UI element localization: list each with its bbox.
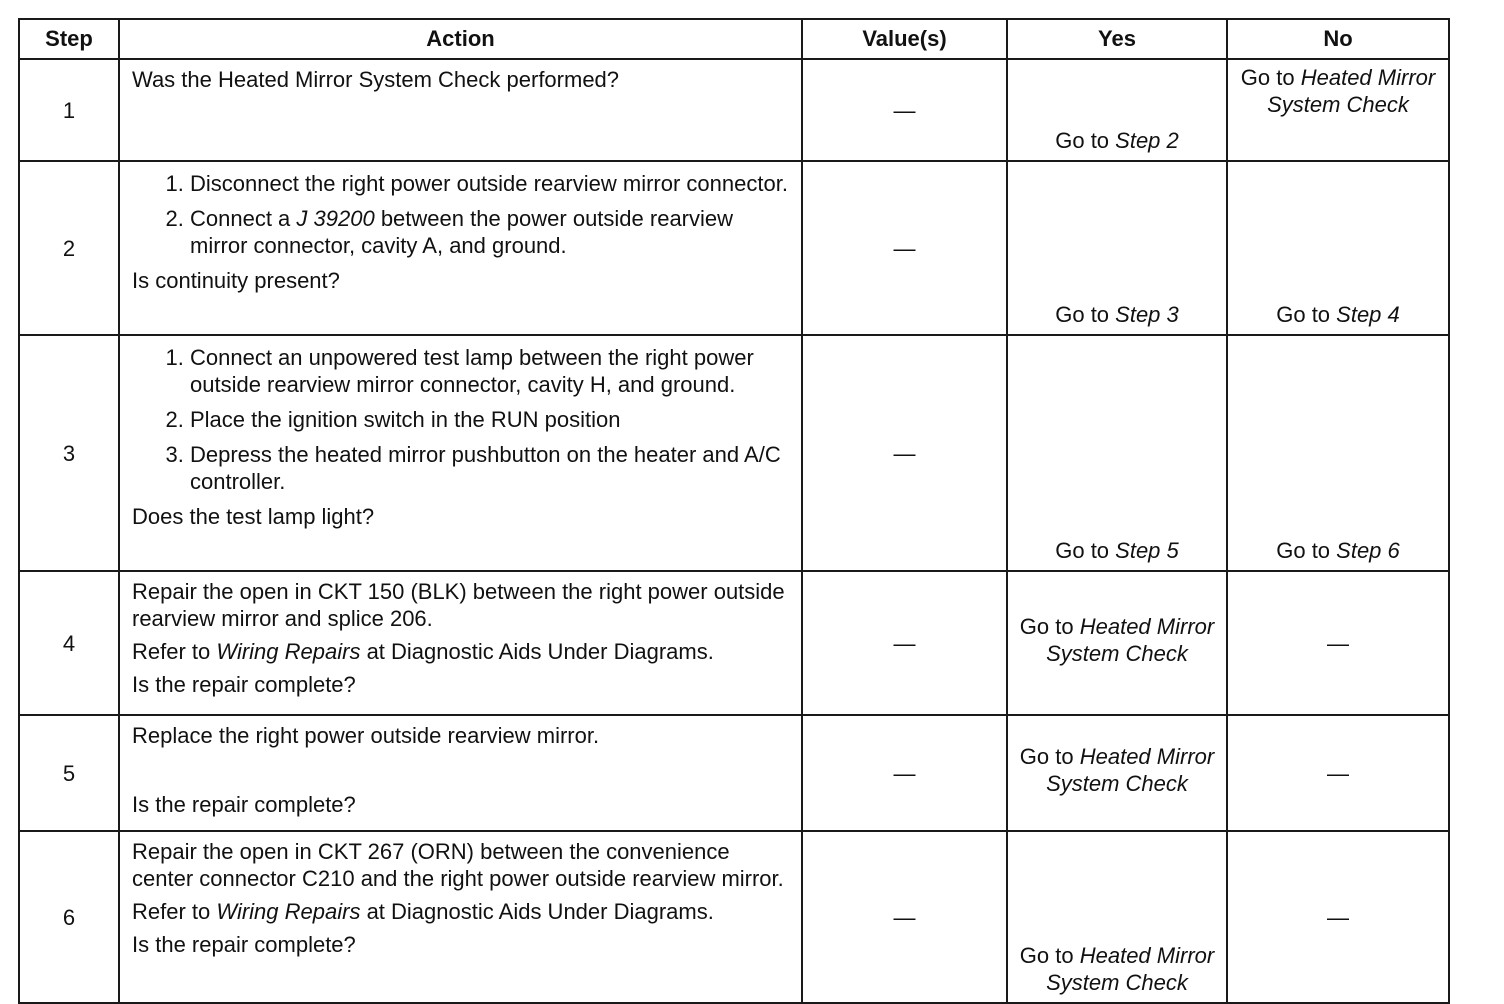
header-action: Action (119, 19, 802, 59)
goto-link[interactable]: Step 6 (1336, 538, 1400, 563)
step-number: 1 (19, 59, 119, 161)
question-text: Does the test lamp light? (132, 504, 375, 529)
value-cell: — (802, 831, 1007, 1003)
action-cell (119, 831, 802, 1003)
tool-reference: J 39200 (296, 206, 375, 231)
goto-link[interactable]: Heated Mirror System Check (1046, 744, 1215, 796)
goto-link[interactable]: Heated Mirror System Check (1267, 65, 1436, 117)
goto-link[interactable]: Step 3 (1115, 302, 1179, 327)
action-cell (119, 715, 802, 831)
header-yes: Yes (1007, 19, 1227, 59)
substep: 1. Disconnect the right power outside rearview mirror connector. (190, 170, 789, 197)
wiring-repairs-reference: Wiring Repairs (216, 639, 361, 664)
substep: 2. Connect a J 39200 between the power outside rearview mirror connector, cavity A, and ground. (190, 205, 789, 259)
substep: 1. Connect an unpowered test lamp between the right power outside rearview mirror connector, cavity H, and ground. (190, 344, 789, 398)
table-row (19, 831, 1449, 1003)
diagnostic-table (18, 18, 1450, 1004)
yes-cell (1007, 161, 1227, 335)
value-cell: — (802, 571, 1007, 715)
no-cell: — (1227, 571, 1449, 715)
goto-prefix: Go to (1055, 538, 1116, 563)
goto-link[interactable]: Heated Mirror System Check (1046, 614, 1215, 666)
no-cell: — (1227, 831, 1449, 1003)
value-cell: — (802, 715, 1007, 831)
no-cell (1227, 161, 1449, 335)
yes-cell (1007, 571, 1227, 715)
header-row (19, 19, 1449, 59)
action-text: Was the Heated Mirror System Check performed? (132, 67, 620, 92)
question-text: Is continuity present? (132, 268, 340, 293)
header-values: Value(s) (802, 19, 1007, 59)
no-cell: — (1227, 715, 1449, 831)
action-text: Repair the open in CKT 267 (ORN) between the convenience center connector C210 and the right power outside rearview mirror. (132, 839, 784, 891)
step-number: 4 (19, 571, 119, 715)
yes-cell (1007, 831, 1227, 1003)
wiring-repairs-reference: Wiring Repairs (216, 899, 361, 924)
goto-prefix: Go to (1019, 744, 1080, 769)
step-number: 3 (19, 335, 119, 571)
substep: 3. Depress the heated mirror pushbutton on the heater and A/C controller. (190, 441, 789, 495)
action-cell (119, 335, 802, 571)
yes-cell (1007, 715, 1227, 831)
no-cell (1227, 59, 1449, 161)
question-text: Is the repair complete? (132, 792, 356, 817)
value-cell: — (802, 335, 1007, 571)
table-row (19, 59, 1449, 161)
refer-text: Refer to Wiring Repairs at Diagnostic Aids Under Diagrams. (132, 639, 714, 664)
goto-prefix: Go to (1055, 302, 1116, 327)
goto-link[interactable]: Step 2 (1115, 128, 1179, 153)
question-text: Is the repair complete? (132, 932, 356, 957)
substep: 2. Place the ignition switch in the RUN position (190, 406, 789, 433)
action-cell (119, 161, 802, 335)
table-row (19, 571, 1449, 715)
goto-prefix: Go to (1240, 65, 1301, 90)
action-text: Replace the right power outside rearview mirror. (132, 723, 600, 748)
step-number: 2 (19, 161, 119, 335)
yes-cell (1007, 335, 1227, 571)
goto-prefix: Go to (1019, 614, 1080, 639)
goto-link[interactable]: Heated Mirror System Check (1046, 943, 1215, 995)
question-text: Is the repair complete? (132, 672, 356, 697)
step-number: 6 (19, 831, 119, 1003)
table-row (19, 335, 1449, 571)
goto-prefix: Go to (1055, 128, 1116, 153)
header-no: No (1227, 19, 1449, 59)
substep-list (132, 170, 789, 259)
goto-prefix: Go to (1019, 943, 1080, 968)
step-number: 5 (19, 715, 119, 831)
value-cell: — (802, 161, 1007, 335)
substep-list (132, 344, 789, 495)
no-cell (1227, 335, 1449, 571)
action-text: Repair the open in CKT 150 (BLK) between the right power outside rearview mirror and splice 206. (132, 579, 785, 631)
goto-prefix: Go to (1276, 538, 1337, 563)
action-cell (119, 571, 802, 715)
value-cell: — (802, 59, 1007, 161)
header-step: Step (19, 19, 119, 59)
action-cell (119, 59, 802, 161)
table-row (19, 715, 1449, 831)
goto-link[interactable]: Step 5 (1115, 538, 1179, 563)
goto-link[interactable]: Step 4 (1336, 302, 1400, 327)
goto-prefix: Go to (1276, 302, 1337, 327)
refer-text: Refer to Wiring Repairs at Diagnostic Aids Under Diagrams. (132, 899, 714, 924)
table-row (19, 161, 1449, 335)
yes-cell (1007, 59, 1227, 161)
